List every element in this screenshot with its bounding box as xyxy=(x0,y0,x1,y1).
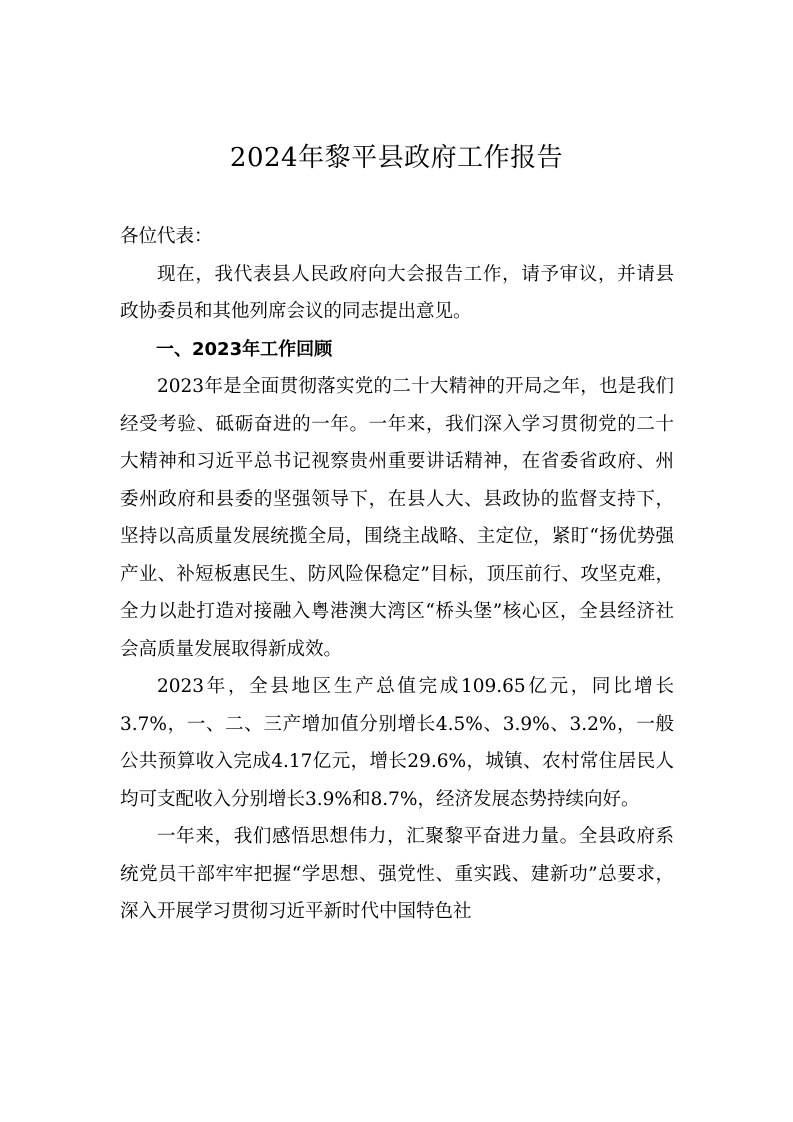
page-title: 2024年黎平县政府工作报告 xyxy=(229,143,564,173)
intro-paragraph: 现在，我代表县人民政府向大会报告工作，请予审议，并请县政协委员和其他列席会议的同志提出意见。 xyxy=(120,263,674,322)
section-heading: 一、2023年工作回顾 xyxy=(156,338,333,360)
body-paragraph: 2023年是全面贯彻落实党的二十大精神的开局之年，也是我们经受考验、砥砺奋进的一年。一年来，我们深入学习贯彻党的二十大精神和习近平总书记视察贵州重要讲话精神，在省委省政府、州委州政府和县委的坚强领导下，在县人大、县政协的监督支持下，坚持以高质量发展统揽全局，围绕主战略、主定位，紧盯“扬优势强产业、补短板惠民生、防风险保稳定”目标，顶压前行、攻坚克难，全力以赴打造对接融入粤港澳大湾区“桥头堡”核心区，全县经济社会高质量发展取得新成效。 xyxy=(120,376,674,660)
body-paragraph: 2023年，全县地区生产总值完成109.65亿元，同比增长3.7%，一、二、三产增加值分别增长4.5%、3.9%、3.2%，一般公共预算收入完成4.17亿元，增长29.6%，城镇、农村常住居民人均可支配收入分别增长3.9%和8.7%，经济发展态势持续向好。 xyxy=(120,676,674,810)
salutation: 各位代表： xyxy=(120,226,213,247)
body-paragraph: 一年来，我们感悟思想伟力，汇聚黎平奋进力量。全县政府系统党员干部牢牢把握“学思想、强党性、重实践、建新功”总要求，深入开展学习贯彻习近平新时代中国特色社 xyxy=(120,826,674,922)
document-body xyxy=(120,218,674,931)
